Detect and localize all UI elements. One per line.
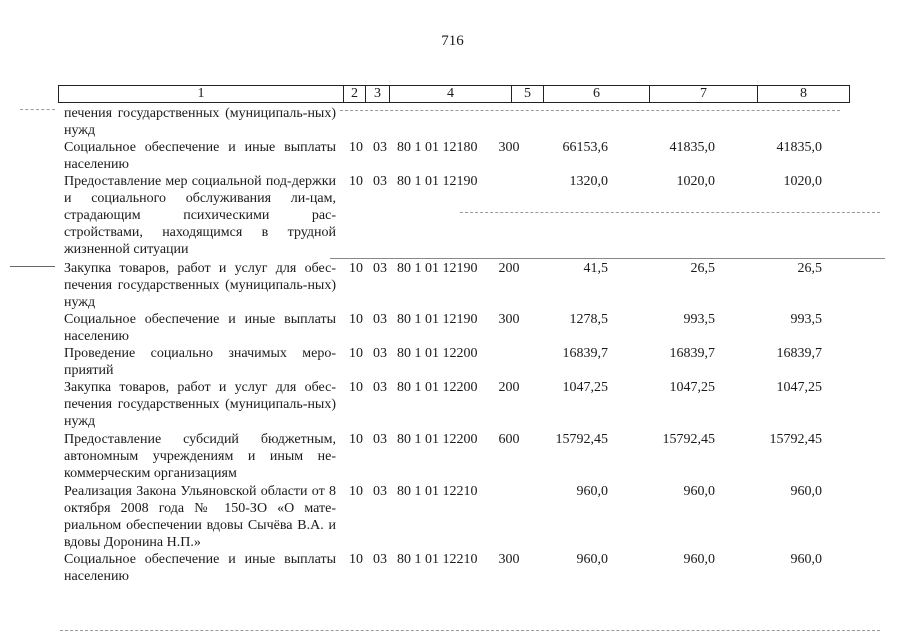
row-col-8: 41835,0 [776,140,822,155]
row-col-7: 1047,25 [669,380,715,395]
row-col-7: 41835,0 [669,140,715,155]
row-col-3: 03 [373,432,387,447]
row-col-2: 10 [349,312,363,327]
row-col-2: 10 [349,552,363,567]
row-col-5: 300 [498,552,520,567]
row-description: Реализация Закона Ульяновской области от 8 октября 2008 года № 150-ЗО «О мате-риальном обеспечении вдовы Сычёва В.А. и вдовы Доронина Н.П.» [64,484,336,550]
row-col-4: 80 1 01 12200 [397,432,478,447]
row-description: Социальное обеспечение и иные выплаты населению [64,552,336,584]
header-col-3: 3 [366,86,390,102]
header-col-5: 5 [512,86,544,102]
row-col-2: 10 [349,484,363,499]
scan-artifact-line [20,109,55,110]
row-col-7: 15792,45 [662,432,715,447]
row-col-7: 960,0 [683,552,715,567]
row-col-6: 960,0 [576,484,608,499]
scan-artifact-line [340,110,840,111]
header-col-1: 1 [59,86,344,102]
table-row [0,551,905,587]
row-col-7: 960,0 [683,484,715,499]
row-col-3: 03 [373,484,387,499]
row-col-8: 26,5 [797,261,822,276]
row-col-6: 1047,25 [562,380,608,395]
row-col-6: 15792,45 [555,432,608,447]
table-row [0,345,905,379]
row-col-5: 300 [498,140,520,155]
row-col-3: 03 [373,552,387,567]
row-col-5: 200 [498,261,520,276]
row-col-4: 80 1 01 12190 [397,174,478,189]
row-col-6: 41,5 [583,261,608,276]
row-col-5: 300 [498,312,520,327]
table-row [0,311,905,345]
row-col-3: 03 [373,380,387,395]
table-row [0,260,905,311]
row-col-4: 80 1 01 12210 [397,484,478,499]
header-col-2: 2 [344,86,366,102]
header-col-6: 6 [544,86,650,102]
table-row [0,379,905,431]
row-col-8: 1047,25 [776,380,822,395]
row-col-6: 960,0 [576,552,608,567]
scan-artifact-line [10,266,55,267]
row-description: Проведение социально значимых меро-приятий [64,346,336,378]
header-col-4: 4 [390,86,512,102]
row-description: Закупка товаров, работ и услуг для обес-печения государственных (муниципаль-ных) нужд [64,261,336,310]
row-col-8: 993,5 [790,312,822,327]
row-description: печения государственных (муниципаль-ных) нужд [64,106,336,138]
row-col-3: 03 [373,261,387,276]
row-description: Предоставление мер социальной под-держки и социального обслуживания ли-цам, страдающим психическими рас-стройствами, находящимся в трудной жизненной ситуации [64,174,336,257]
row-col-4: 80 1 01 12200 [397,346,478,361]
row-description: Предоставление субсидий бюджетным, автономным учреждениям и иным не-коммерческим организациям [64,432,336,481]
row-col-8: 16839,7 [776,346,822,361]
row-col-4: 80 1 01 12180 [397,140,478,155]
scan-artifact-line [460,212,880,213]
row-col-3: 03 [373,312,387,327]
row-description: Социальное обеспечение и иные выплаты населению [64,312,336,344]
row-col-6: 1278,5 [569,312,608,327]
row-col-6: 1320,0 [569,174,608,189]
row-col-3: 03 [373,140,387,155]
table-row [0,139,905,173]
row-col-2: 10 [349,380,363,395]
page-number: 716 [441,33,464,49]
row-col-8: 1020,0 [783,174,822,189]
row-col-6: 16839,7 [562,346,608,361]
scan-artifact-line [60,630,880,631]
row-col-7: 16839,7 [669,346,715,361]
table-row [0,173,905,260]
table-row [0,483,905,551]
row-col-7: 993,5 [683,312,715,327]
scan-artifact-line [330,258,885,259]
row-col-7: 1020,0 [676,174,715,189]
row-col-2: 10 [349,140,363,155]
row-col-4: 80 1 01 12190 [397,312,478,327]
row-description: Закупка товаров, работ и услуг для обес-печения государственных (муниципаль-ных) нужд [64,380,336,429]
row-col-8: 960,0 [790,552,822,567]
row-col-3: 03 [373,346,387,361]
row-col-6: 66153,6 [562,140,608,155]
row-col-2: 10 [349,174,363,189]
row-col-2: 10 [349,261,363,276]
row-col-2: 10 [349,346,363,361]
table-row [0,431,905,483]
row-col-5: 200 [498,380,520,395]
row-col-8: 15792,45 [769,432,822,447]
header-col-8: 8 [800,86,807,101]
row-col-7: 26,5 [690,261,715,276]
table-header [58,85,850,103]
row-col-2: 10 [349,432,363,447]
row-col-3: 03 [373,174,387,189]
row-description: Социальное обеспечение и иные выплаты населению [64,140,336,172]
row-col-8: 960,0 [790,484,822,499]
header-col-7: 7 [650,86,758,102]
table-body [0,105,905,587]
row-col-4: 80 1 01 12210 [397,552,478,567]
row-col-5: 600 [498,432,520,447]
row-col-4: 80 1 01 12190 [397,261,478,276]
row-col-4: 80 1 01 12200 [397,380,478,395]
